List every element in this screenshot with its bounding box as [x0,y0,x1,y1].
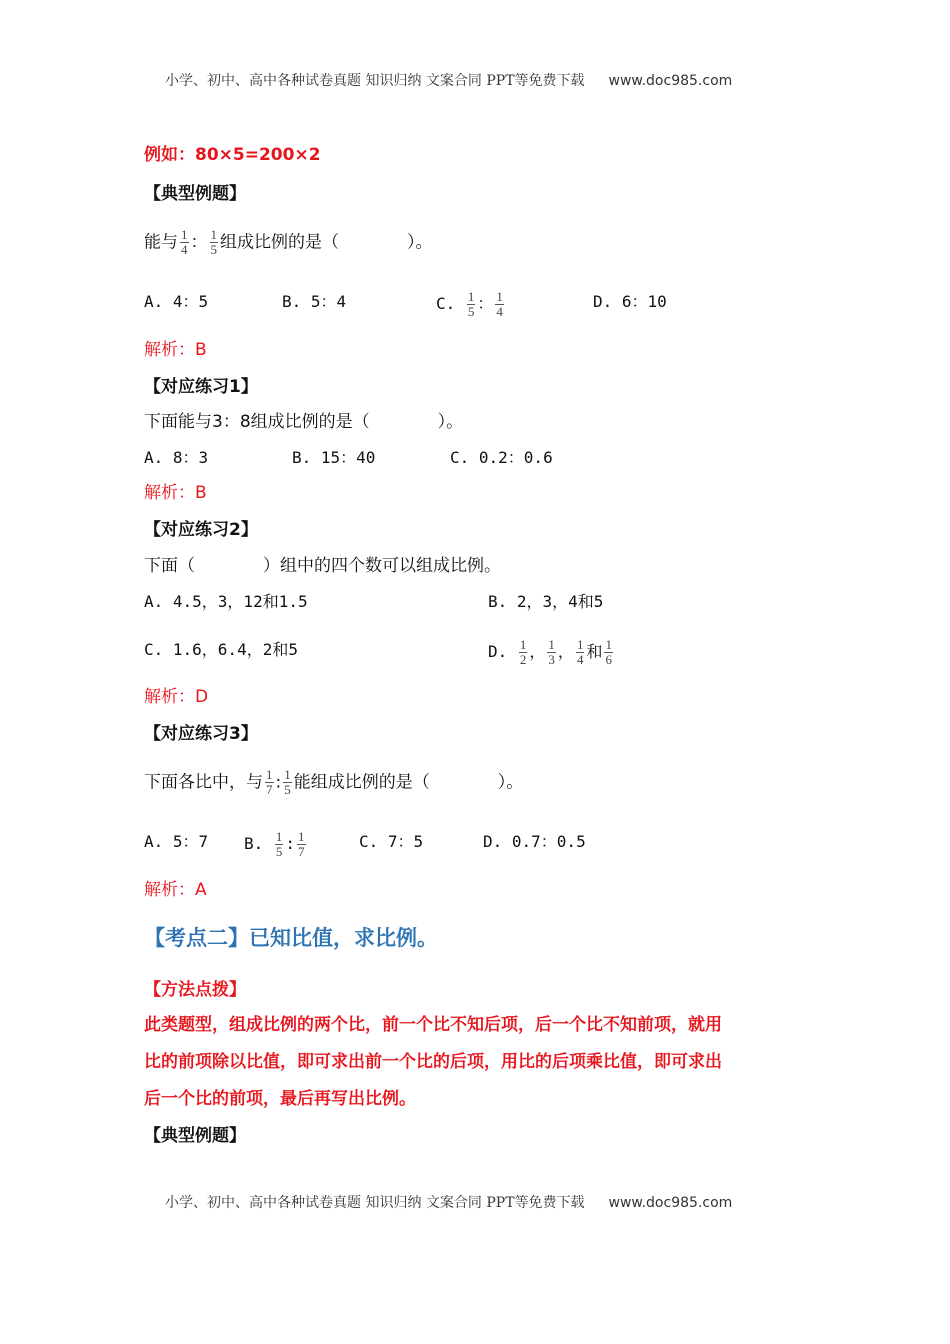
ex1-question [144,228,433,257]
denominator: 3 [548,652,555,667]
fraction [275,830,284,859]
method-line: 此类题型，组成比例的两个比，前一个比不知后项，后一个比不知前项，就用 [144,1015,722,1035]
next-example-title: 【典型例题】 [144,1126,246,1146]
fraction [265,768,274,797]
numerator: 1 [496,289,503,304]
numerator: 1 [266,767,273,782]
fraction [495,290,504,319]
p3-option-d: D. 0.7：0.5 [483,832,586,851]
fraction [519,638,528,667]
p3-answer: 解析：A [144,880,207,900]
p2-answer: 解析：D [144,687,209,707]
and-text: 和 [586,642,603,661]
header-text: 小学、初中、高中各种试卷真题 知识归纳 文案合同 PPT等免费下载 [165,73,585,89]
denominator: 5 [210,242,217,257]
fraction [467,290,476,319]
denominator: 7 [298,844,305,859]
numerator: 1 [576,637,584,652]
p3-option-a: A. 5：7 [144,832,209,851]
fraction [180,228,189,257]
denominator: 7 [266,782,273,797]
denominator: 4 [181,242,188,257]
page-header [165,70,732,90]
p2-title: 【对应练习2】 [144,520,258,540]
colon: ： [477,294,494,313]
ex1-answer: 解析：B [144,340,207,360]
q-text: 能与 [144,232,178,253]
p3-question [144,768,523,797]
p2-option-d [488,638,615,667]
method-line: 后一个比的前项，最后再写出比例。 [144,1089,416,1109]
p2-option-a: A. 4.5，3，12和1.5 [144,592,308,611]
denominator: 5 [284,782,291,797]
fraction [576,638,585,667]
p2-question: 下面（ ）组中的四个数可以组成比例。 [144,556,501,576]
fraction [547,638,556,667]
p1-title: 【对应练习1】 [144,377,258,397]
page-footer [165,1192,732,1212]
p1-answer: 解析：B [144,483,207,503]
footer-text: 小学、初中、高中各种试卷真题 知识归纳 文案合同 PPT等免费下载 [165,1195,585,1211]
denominator: 4 [576,652,584,667]
p3-option-c: C. 7：5 [359,832,424,851]
p3-option-b [244,830,308,859]
option-label: B. [244,834,264,853]
comma: ， [557,642,574,661]
colon: : [275,772,282,793]
ex1-option-b: B. 5：4 [282,292,347,311]
fraction [297,830,306,859]
colon: : [285,834,296,853]
colon: ： [190,232,208,253]
p1-option-c: C. 0.2：0.6 [450,448,553,467]
p2-option-c: C. 1.6，6.4，2和5 [144,640,298,659]
numerator: 1 [605,637,612,652]
denominator: 5 [467,304,475,319]
fraction [604,638,613,667]
ex1-option-a: A. 4：5 [144,292,209,311]
header-url[interactable]: www.doc985.com [608,73,733,89]
q-text: 组成比例的是（ ）。 [220,232,433,253]
numerator: 1 [519,637,527,652]
numerator: 1 [275,829,283,844]
numerator: 1 [298,829,305,844]
fraction [283,768,292,797]
option-label: C. [436,294,456,313]
denominator: 5 [275,844,283,859]
numerator: 1 [467,289,475,304]
denominator: 2 [519,652,527,667]
numerator: 1 [210,227,217,242]
method-title: 【方法点拨】 [144,980,246,1000]
numerator: 1 [181,227,188,242]
ex1-option-c [436,290,506,319]
ex1-option-d: D. 6：10 [593,292,667,311]
ex1-title: 【典型例题】 [144,184,246,204]
p1-question: 下面能与3：8组成比例的是（ ）。 [144,412,464,432]
p1-option-a: A. 8：3 [144,448,209,467]
section-heading: 【考点二】已知比值，求比例。 [144,926,438,950]
denominator: 4 [496,304,503,319]
method-line: 比的前项除以比值，即可求出前一个比的后项，用比的后项乘比值，即可求出 [144,1052,722,1072]
fraction [210,228,219,257]
p3-title: 【对应练习3】 [144,724,258,744]
footer-url[interactable]: www.doc985.com [608,1195,733,1211]
option-label: D. [488,642,508,661]
q-text: 下面各比中，与 [144,772,263,793]
p2-option-b: B. 2，3，4和5 [488,592,604,611]
q-text: 能组成比例的是（ ）。 [293,772,524,793]
example-line: 例如：80×5=200×2 [144,145,321,165]
comma: ， [529,642,546,661]
numerator: 1 [548,637,555,652]
denominator: 6 [605,652,612,667]
numerator: 1 [284,767,291,782]
p1-option-b: B. 15：40 [292,448,376,467]
